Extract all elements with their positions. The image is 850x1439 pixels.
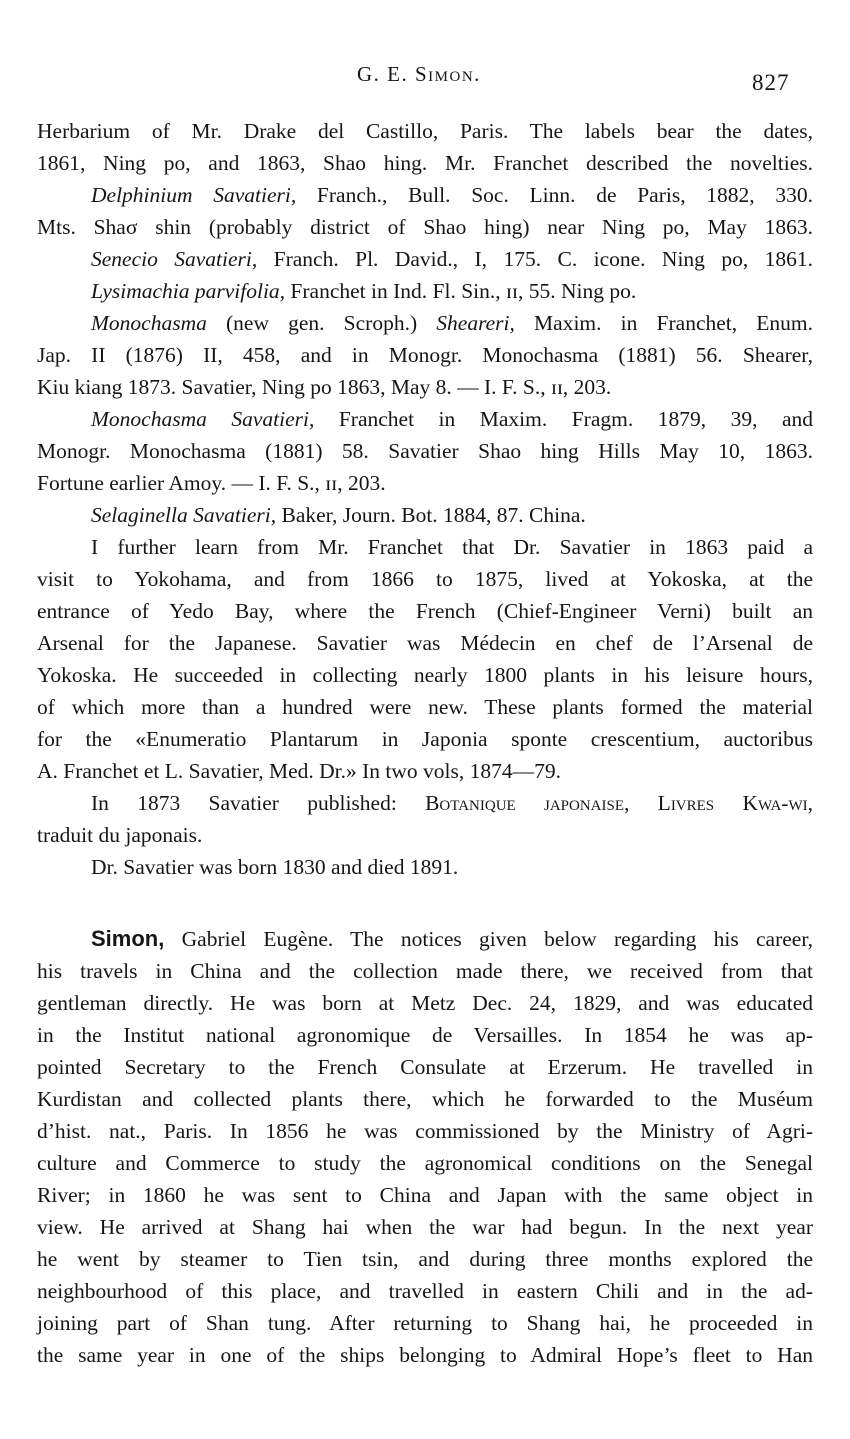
text-line: Kurdistan and collected plants there, which he forwarded to the Muséum	[37, 1087, 813, 1111]
text-line: neighbourhood of this place, and travelled in eastern Chili and in the ad-	[37, 1279, 813, 1303]
species-entry-delphinium	[91, 182, 813, 208]
citation: Maxim. in Franchet, Enum.	[514, 311, 814, 335]
page-number: 827	[752, 70, 790, 95]
text-line: he went by steamer to Tien tsin, and during three months explored the	[37, 1247, 813, 1271]
text-line: of which more than a hundred were new. These plants formed the material	[37, 695, 813, 719]
text-line: 1861, Ning po, and 1863, Shao hing. Mr. Franchet described the novelties.	[37, 151, 813, 175]
text-line: d’hist. nat., Paris. In 1856 he was commissioned by the Ministry of Agri-	[37, 1119, 813, 1143]
entry-heading: Simon,	[91, 926, 165, 951]
text-line: Monogr. Monochasma (1881) 58. Savatier Shao hing Hills May 10, 1863.	[37, 439, 813, 463]
text-line: for the «Enumeratio Plantarum in Japonia sponte crescentium, auctoribus	[37, 727, 813, 751]
species-entry-selaginella	[91, 502, 813, 528]
text-line: Mts. Shaσ shin (probably district of Shao hing) near Ning po, May 1863.	[37, 215, 813, 239]
species-entry-senecio	[91, 246, 813, 272]
species-name: Senecio Savatieri,	[91, 247, 258, 271]
citation: Franchet in Maxim. Fragm. 1879, 39, and	[314, 407, 813, 431]
text-line: entrance of Yedo Bay, where the French (Chief-Engineer Verni) built an	[37, 599, 813, 623]
text-line: joining part of Shan tung. After returning to Shang hai, he proceeded in	[37, 1311, 813, 1335]
running-header	[0, 62, 850, 95]
book-title: Botanique japonaise, Livres Kwa-wi,	[425, 791, 813, 815]
species-name: Selaginella Savatieri,	[91, 503, 277, 527]
species-name: Lysimachia parvifolia,	[91, 279, 286, 303]
text-line: gentleman directly. He was born at Metz Dec. 24, 1829, and was educated	[37, 991, 813, 1015]
text-line: I further learn from Mr. Franchet that Dr. Savatier in 1863 paid a	[91, 535, 813, 559]
citation: Franch. Pl. David., I, 175. C. icone. Ning po, 1861.	[257, 247, 813, 271]
text-line: A. Franchet et L. Savatier, Med. Dr.» In two vols, 1874—79.	[37, 759, 562, 783]
text-line: Arsenal for the Japanese. Savatier was Médecin en chef de l’Arsenal de	[37, 631, 813, 655]
text-line: Kiu kiang 1873. Savatier, Ning po 1863, May 8. — I. F. S., ɪɪ, 203.	[37, 375, 612, 399]
publication-line: In 1873 Savatier published: Botanique japonaise, Livres Kwa-wi,	[91, 791, 813, 815]
species-name: Sheareri,	[436, 311, 515, 335]
running-title: G. E. Simon.	[357, 62, 481, 86]
text-line: in the Institut national agronomique de Versailles. In 1854 he was ap-	[37, 1023, 813, 1047]
species-name: Monochasma Savatieri,	[91, 407, 315, 431]
text-line: Fortune earlier Amoy. — I. F. S., ɪɪ, 203.	[37, 471, 386, 495]
text-line: Herbarium of Mr. Drake del Castillo, Paris. The labels bear the dates,	[37, 119, 813, 143]
genus-name: Monochasma	[91, 311, 207, 335]
text-line: visit to Yokohama, and from 1866 to 1875, lived at Yokoska, at the	[37, 567, 813, 591]
text-line: culture and Commerce to study the agronomical conditions on the Senegal	[37, 1151, 813, 1175]
species-entry-lysimachia	[91, 278, 813, 304]
biography-entry-simon: Simon, Gabriel Eugène. The notices given below regarding his career,	[91, 926, 813, 951]
text-line: Dr. Savatier was born 1830 and died 1891.	[91, 855, 459, 879]
species-entry-monochasma-sheareri: Monochasma (new gen. Scroph.) Sheareri, Maxim. in Franchet, Enum.	[91, 311, 814, 335]
citation: Franch., Bull. Soc. Linn. de Paris, 1882, 330.	[296, 183, 813, 207]
text-line: pointed Secretary to the French Consulate at Erzerum. He travelled in	[37, 1055, 813, 1079]
text-line: Jap. II (1876) II, 458, and in Monogr. Monochasma (1881) 56. Shearer,	[37, 343, 813, 367]
species-entry-monochasma-savatieri	[91, 406, 813, 432]
text-line: Yokoska. He succeeded in collecting nearly 1800 plants in his leisure hours,	[37, 663, 813, 687]
citation: Baker, Journ. Bot. 1884, 87. China.	[276, 503, 586, 527]
citation: Franchet in Ind. Fl. Sin., ɪɪ, 55. Ning po.	[285, 279, 637, 303]
text-line: the same year in one of the ships belonging to Admiral Hope’s fleet to Han	[37, 1343, 813, 1367]
text-line: traduit du japonais.	[37, 823, 203, 847]
species-name: Delphinium Savatieri,	[91, 183, 297, 207]
text-line: view. He arrived at Shang hai when the war had begun. In the next year	[37, 1215, 813, 1239]
text-line: River; in 1860 he was sent to China and Japan with the same object in	[37, 1183, 813, 1207]
text-line: his travels in China and the collection made there, we received from that	[37, 959, 813, 983]
